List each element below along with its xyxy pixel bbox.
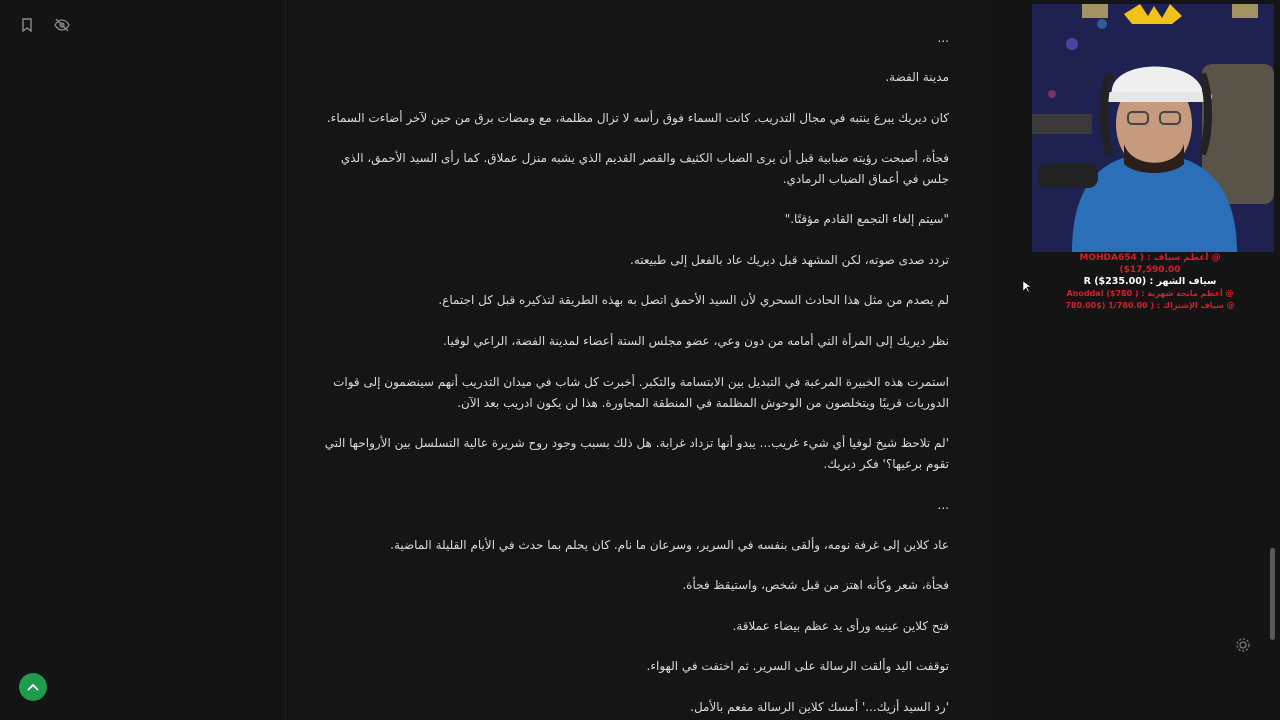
paragraph: 'لم تلاحظ شيخ لوفيا أي شيء غريب... يبدو أنها تزداد غرابة. هل ذلك بسبب وجود روح شريرة عالية التسلسل بين الأرواحها التي تقوم برعيها؟' فكر ديريك. <box>324 436 949 471</box>
paragraph: لم يصدم من مثل هذا الحادث السحري لأن السيد الأحمق اتصل به بهذه الطريقة لتذكيره قبل كل اجتماع. <box>438 293 949 307</box>
paragraph: ... <box>937 498 949 512</box>
donation-overlay <box>1050 252 1250 312</box>
streamer-webcam <box>1032 4 1274 252</box>
chevron-up-icon <box>27 683 39 691</box>
paragraph: "سيتم إلغاء التجمع القادم مؤقتًا." <box>784 212 949 226</box>
gear-icon[interactable] <box>1234 636 1252 654</box>
donor-line: @ سياف الإشتراك : ( 1/780.00 ($780.00 <box>1065 301 1235 310</box>
paragraph: فجأة، أصبحت رؤيته ضبابية قبل أن يرى الضباب الكثيف والقصر القديم الذي يشبه منزل عملاق. كما رأى السيد الأحمق، الذي جلس في أعماق الضباب الرمادي. <box>340 151 949 186</box>
paragraph: كان ديريك يبرغ ينتبه في مجال التدريب. كانت السماء فوق رأسه لا تزال مظلمة، مع ومضات برق من حين لآخر أضاءت السماء. <box>326 111 949 125</box>
paragraph: فجأة، شعر وكأنه اهتز من قبل شخص، واستيقظ فجأة. <box>682 578 949 592</box>
month-donor-line: سياف الشهر : R ($235.00) <box>1083 276 1217 287</box>
paragraph: توقفت اليد وألقت الرسالة على السرير. ثم اختفت في الهواء. <box>646 659 949 673</box>
scrollbar-thumb[interactable] <box>1270 548 1275 640</box>
paragraph: تردد صدى صوته، لكن المشهد قبل ديريك عاد بالفعل إلى طبيعته. <box>630 253 949 267</box>
scroll-to-top-button[interactable] <box>19 673 47 701</box>
eye-off-icon[interactable] <box>51 14 73 36</box>
paragraph: عاد كلاين إلى غرفة نومه، وألقى بنفسه في السرير، وسرعان ما نام. كان يحلم بما حدث في الأيام القليلة الماضية. <box>390 538 949 552</box>
bookmark-icon[interactable] <box>16 14 38 36</box>
top-donor-line: @ أعظم سياف : ( MOHDA654 ($17,590.00 <box>1079 253 1221 275</box>
left-rail <box>0 0 285 720</box>
paragraph: ... <box>937 31 949 45</box>
paragraph: نظر ديريك إلى المرأة التي أمامه من دون وعي، عضو مجلس الستة أعضاء لمدينة الفضة، الراعي لوفيا. <box>442 334 949 348</box>
paragraph-clipped <box>319 0 949 7</box>
paragraph: استمرت هذه الخبيرة المرعبة في التبديل بين الابتسامة والتكبر. أخبرت كل شاب في ميدان التدريب أنهم سينضمون إلى قوات الدوريات قريبًا ويتخلصون من الوحوش المظلمة في المنطقة المجاورة. هذا لن يكون ادريب بعد الآن. <box>333 375 949 410</box>
paragraph: مدينة الفضة. <box>885 70 949 84</box>
paragraph: 'رد السيد أزيك...' أمسك كلاين الرسالة مفعم بالأمل. <box>690 700 949 714</box>
paragraph: فتح كلاين عينيه ورأى يد عظم بيضاء عملاقة. <box>732 619 949 633</box>
donor-line: @ أعظم مانحة شهرية : ( Anoddal ($780 <box>1066 289 1234 298</box>
chapter-content <box>285 0 987 720</box>
mouse-cursor <box>1023 278 1031 297</box>
